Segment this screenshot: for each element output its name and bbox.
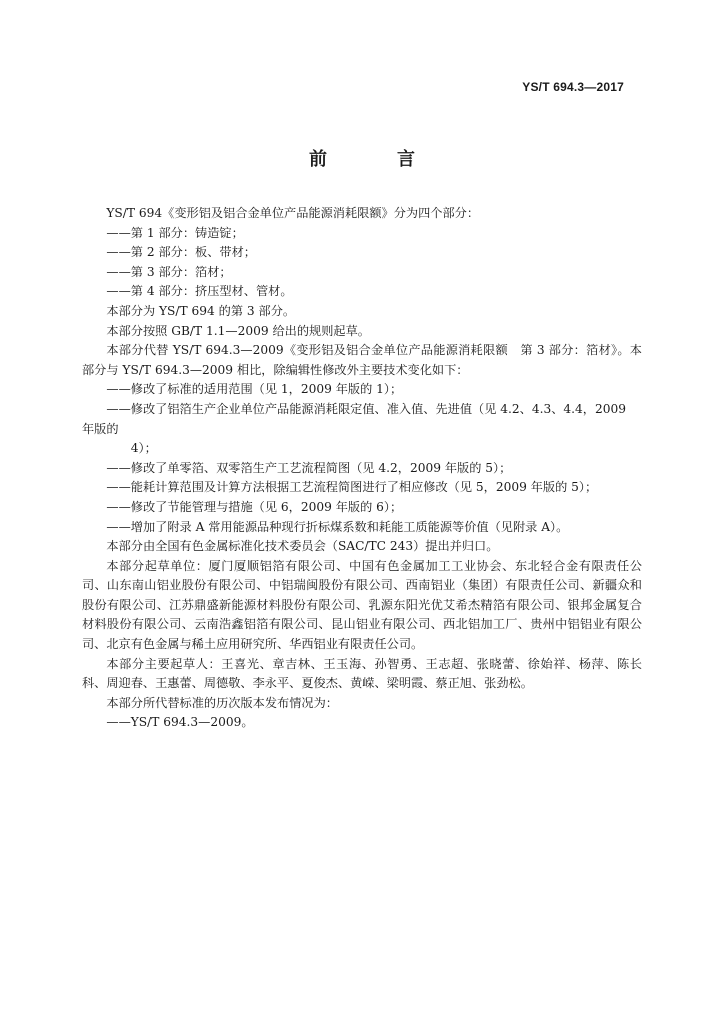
document-code: YS/T 694.3—2017 xyxy=(522,80,624,94)
change-item-2: ——修改了铝箔生产企业单位产品能源消耗限定值、准入值、先进值（见 4.2、4.3、4.4，2009 年版的 xyxy=(82,401,626,436)
part-item-3: ——第 3 部分：箔材； xyxy=(106,264,232,279)
part-statement: 本部分为 YS/T 694 的第 3 部分。 xyxy=(106,303,296,318)
change-item-4: ——能耗计算范围及计算方法根据工艺流程简图进行了相应修改（见 5，2009 年版的 5）； xyxy=(106,480,598,495)
part-item-1: ——第 1 部分：铸造锭； xyxy=(106,225,244,240)
change-item-5: ——修改了节能管理与措施（见 6，2009 年版的 6）； xyxy=(106,499,403,514)
history-item-1: ——YS/T 694.3—2009。 xyxy=(106,715,254,730)
change-item-2-continued: 4）； xyxy=(130,441,157,456)
part-item-4: ——第 4 部分：挤压型材、管材。 xyxy=(106,284,293,299)
proposer-statement: 本部分由全国有色金属标准化技术委员会（SAC/TC 243）提出并归口。 xyxy=(106,539,499,554)
change-item-6: ——增加了附录 A 常用能源品种现行折标煤系数和耗能工质能源等价值（见附录 A）。 xyxy=(106,519,569,534)
drafting-rules: 本部分按照 GB/T 1.1—2009 给出的规则起草。 xyxy=(106,323,370,338)
main-drafters: 本部分主要起草人：王喜光、章吉林、王玉海、孙智勇、王志超、张晓蕾、徐始祥、杨萍、陈长科、周迎春、王惠蕾、周德敬、李永平、夏俊杰、黄嵘、梁明霞、蔡正旭、张劲松。 xyxy=(82,656,642,691)
change-item-1: ——修改了标准的适用范围（见 1，2009 年版的 1）； xyxy=(106,382,403,397)
part-item-2: ——第 2 部分：板、带材； xyxy=(106,245,256,260)
intro-paragraph: YS/T 694《变形铝及铝合金单位产品能源消耗限额》分为四个部分： xyxy=(106,206,480,220)
drafting-units: 本部分起草单位：厦门厦顺铝箔有限公司、中国有色金属加工工业协会、东北轻合金有限责任公司、山东南山铝业股份有限公司、中铝瑞闽股份有限公司、西南铝业（集团）有限责任公司、新疆众和股份有限公司、江苏鼎盛新能源材料股份有限公司、乳源东阳光优艾希杰精箔有限公司、银邦金属复合材料股份有限公司、云南浩鑫铝箔有限公司、昆山铝业有限公司、西北铝加工厂、贵州中铝铝业有限公司、北京有色金属与稀土应用研究所、华西铝业有限责任公司。 xyxy=(82,558,642,652)
history-intro: 本部分所代替标准的历次版本发布情况为： xyxy=(106,695,338,710)
document-body xyxy=(82,204,642,733)
replacement-statement: 本部分代替 YS/T 694.3—2009《变形铝及铝合金单位产品能源消耗限额 第 3 部分：箔材》。本部分与 YS/T 694.3—2009 相比，除编辑性修改外主要技术变化如下： xyxy=(82,343,642,377)
change-item-3: ——修改了单零箔、双零箔生产工艺流程简图（见 4.2，2009 年版的 5）； xyxy=(106,460,512,475)
page-title: 前 言 xyxy=(309,149,441,170)
